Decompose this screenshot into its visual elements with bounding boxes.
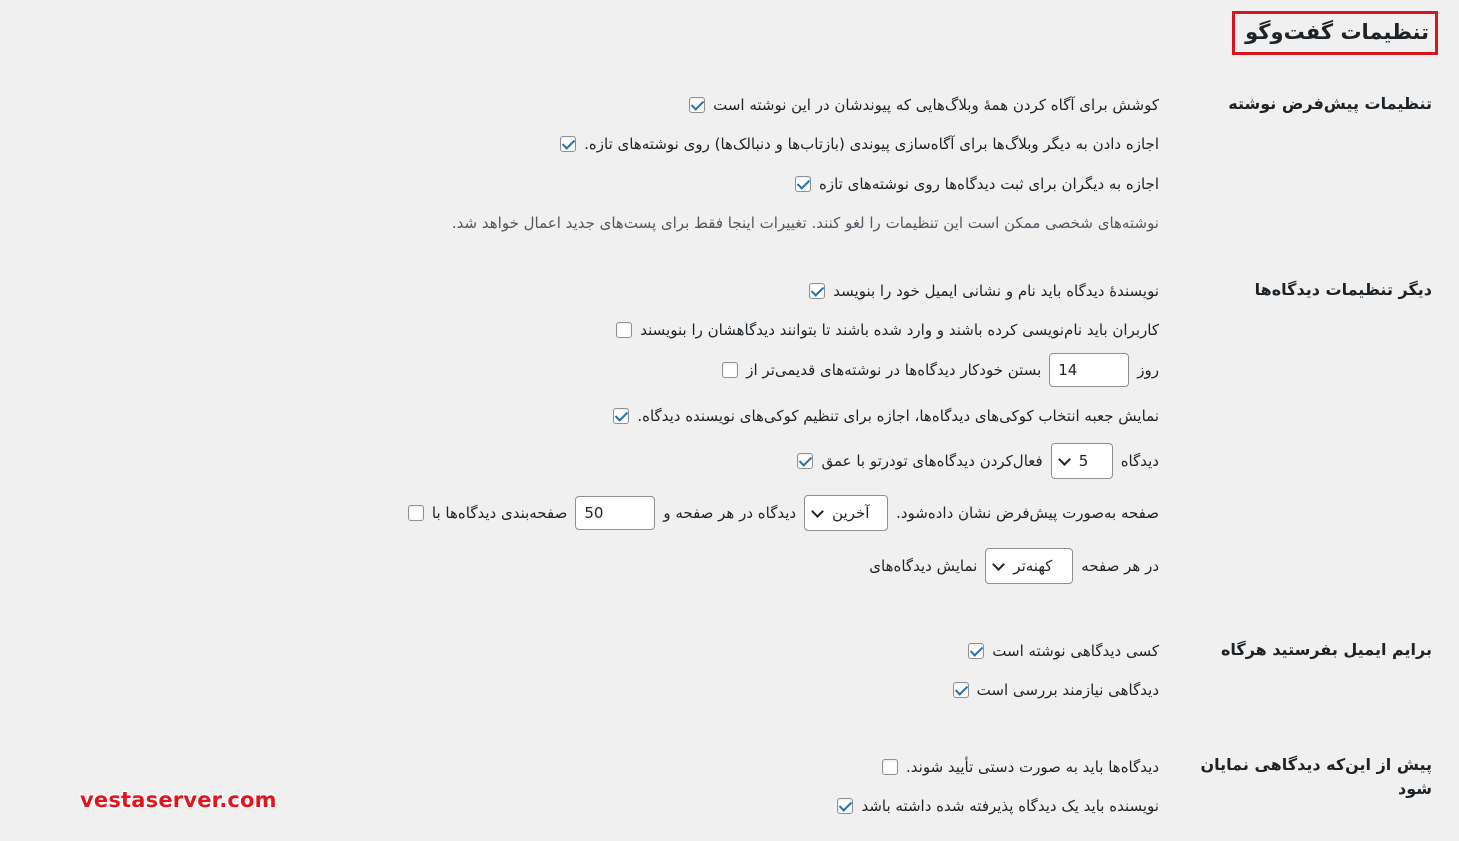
option-manual-approval[interactable] (882, 753, 1159, 781)
section-label-email-me: برایم ایمیل بفرستید هرگاه (1220, 640, 1432, 659)
option-label: نویسندهٔ دیدگاه باید نام و نشانی ایمیل خود را بنویسد (833, 282, 1159, 300)
checkbox-close-comments[interactable] (722, 362, 738, 378)
checkbox-email-on-moderation[interactable] (953, 682, 969, 698)
page-title: تنظیمات گفت‌وگو (1245, 20, 1429, 44)
option-cookies-opt-in[interactable] (613, 402, 1159, 430)
option-comment-order[interactable] (869, 552, 1159, 580)
option-allow-pingbacks[interactable] (560, 130, 1159, 158)
chevron-down-icon (811, 505, 824, 518)
checkbox-notify-linked-blogs[interactable] (689, 97, 705, 113)
checkbox-email-on-comment[interactable] (968, 643, 984, 659)
comment-order-select[interactable] (985, 548, 1073, 584)
option-email-on-moderation[interactable] (953, 676, 1159, 704)
option-label: نمایش جعبه انتخاب کوکی‌های دیدگاه‌ها، اجازه برای تنظیم کوکی‌های نویسنده دیدگاه. (637, 407, 1159, 425)
option-notify-linked-blogs[interactable] (689, 91, 1159, 119)
option-label: فعال‌کردن دیدگاه‌های تودرتو با عمق (821, 452, 1043, 470)
select-value: آخرین (832, 504, 870, 522)
checkbox-require-name-email[interactable] (809, 283, 825, 299)
checkbox-allow-comments[interactable] (795, 176, 811, 192)
option-label: نمایش دیدگاه‌های (869, 557, 978, 575)
checkbox-previously-approved[interactable] (837, 798, 853, 814)
select-value: کهنه‌تر (1013, 557, 1053, 575)
option-paginate-comments[interactable] (408, 499, 1159, 527)
section-label-before-appears: پیش از این‌که دیدگاهی نمایان شود (1200, 755, 1432, 798)
watermark-text: vestaserver.com (80, 788, 277, 812)
checkbox-registration-required[interactable] (616, 322, 632, 338)
chevron-down-icon (992, 558, 1005, 571)
option-close-comments[interactable] (722, 356, 1159, 384)
option-label: صفحه‌بندی دیدگاه‌ها با (431, 504, 568, 522)
checkbox-cookies-opt-in[interactable] (613, 408, 629, 424)
option-require-name-email[interactable] (809, 277, 1159, 305)
section-label-other-comment: دیگر تنظیمات دیدگاه‌ها (1254, 280, 1432, 299)
option-email-on-comment[interactable] (968, 637, 1159, 665)
default-post-description (452, 209, 1159, 237)
option-label: نویسنده باید یک دیدگاه پذیرفته شده داشته باشد (861, 797, 1159, 815)
close-comments-days-input[interactable] (1049, 353, 1129, 387)
option-label: کوشش برای آگاه کردن همهٔ وبلاگ‌هایی که پیوندشان در این نوشته است (713, 96, 1159, 114)
page-title-highlight (1232, 11, 1438, 55)
option-label-suffix: روز (1137, 361, 1159, 379)
thread-depth-select[interactable] (1051, 443, 1113, 479)
description-text: نوشته‌های شخصی ممکن است این تنظیمات را لغو کنند. تغییرات اینجا فقط برای پست‌های جدید اعمال خواهد شد. (451, 214, 1159, 232)
option-label-suffix: صفحه به‌صورت پیش‌فرض نشان داده‌شود. (896, 504, 1159, 522)
comments-per-page-input[interactable] (575, 496, 655, 530)
checkbox-allow-pingbacks[interactable] (560, 136, 576, 152)
option-label: کسی دیدگاهی نوشته است (992, 642, 1159, 660)
option-label: اجازه به دیگران برای ثبت دیدگاه‌ها روی نوشته‌های تازه (819, 175, 1159, 193)
select-value: 5 (1078, 452, 1089, 470)
option-registration-required[interactable] (616, 316, 1159, 344)
chevron-down-icon (1058, 453, 1071, 466)
checkbox-threaded-comments[interactable] (797, 453, 813, 469)
option-threaded-comments[interactable] (797, 447, 1159, 475)
option-label: کاربران باید نام‌نویسی کرده باشند و وارد شده باشند تا بتوانند دیدگاهشان را بنویسند (640, 321, 1159, 339)
option-label-suffix: دیدگاه (1120, 452, 1159, 470)
option-allow-comments[interactable] (795, 170, 1159, 198)
checkbox-manual-approval[interactable] (882, 759, 898, 775)
option-label: دیدگاه‌ها باید به صورت دستی تأیید شوند. (906, 758, 1159, 776)
option-label-suffix: در هر صفحه (1081, 557, 1159, 575)
section-label-default-post: تنظیمات پیش‌فرض نوشته (1228, 94, 1432, 113)
option-label: دیدگاهی نیازمند بررسی است (976, 681, 1159, 699)
option-label: اجازه دادن به دیگر وبلاگ‌ها برای آگاه‌سازی پیوندی (بازتاب‌ها و دنبالک‌ها) روی نوشته‌های تازه. (584, 135, 1159, 153)
option-label-middle: دیدگاه در هر صفحه و (663, 504, 797, 522)
checkbox-paginate-comments[interactable] (408, 505, 424, 521)
option-label: بستن خودکار دیدگاه‌ها در نوشته‌های قدیمی‌تر از (746, 361, 1042, 379)
option-previously-approved[interactable] (837, 792, 1159, 820)
default-page-select[interactable] (804, 495, 888, 531)
